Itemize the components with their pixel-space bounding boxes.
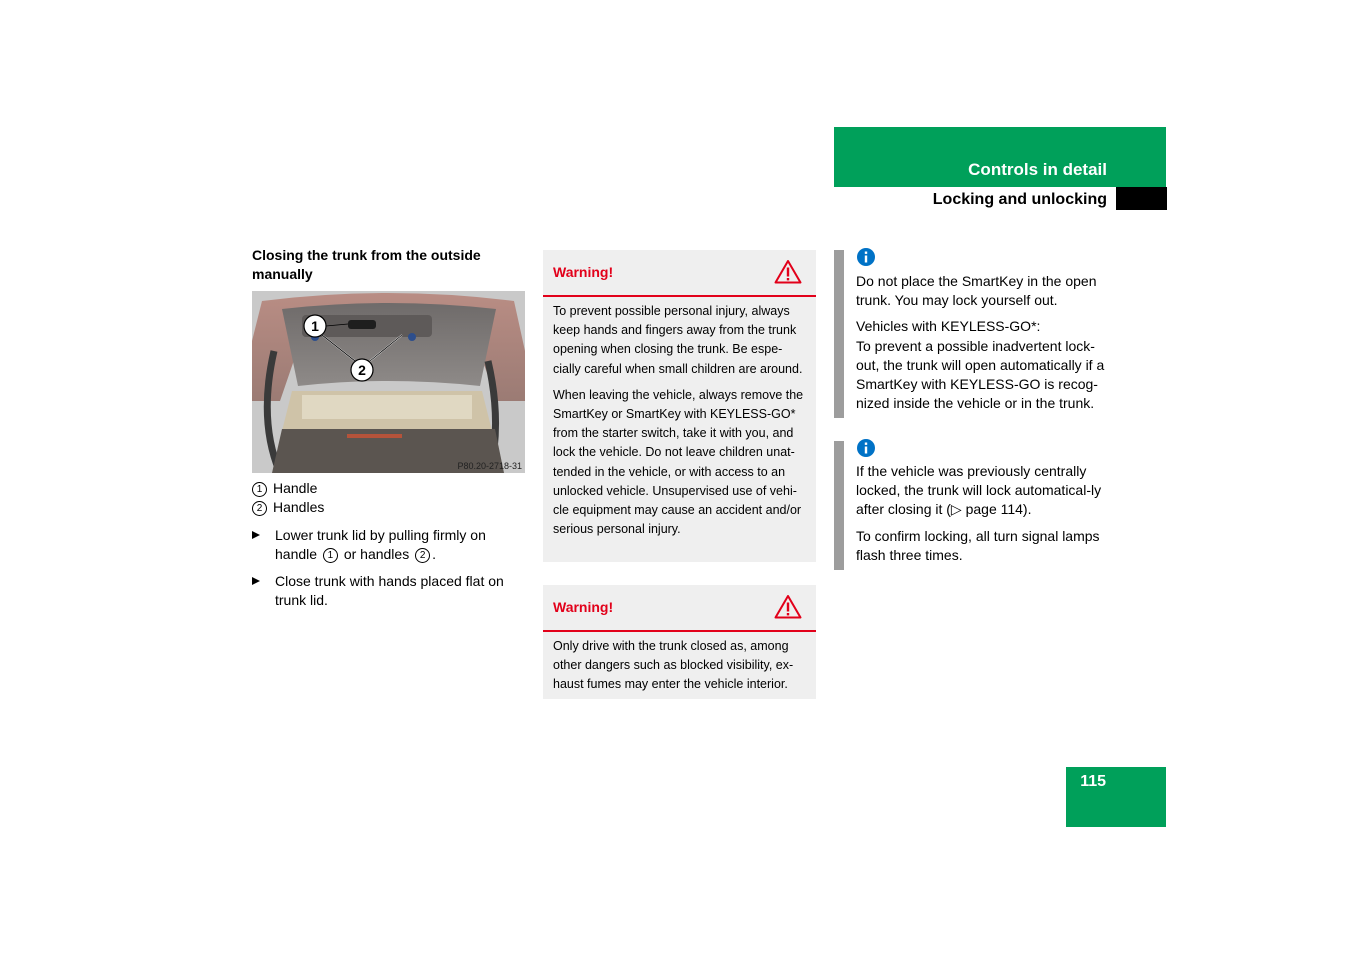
subsection-title: Locking and unlocking	[932, 191, 1107, 208]
warning-box-1	[543, 250, 816, 562]
warning-title: Warning!	[553, 264, 614, 280]
callout-2: 2	[358, 362, 366, 378]
info-text-1: Do not place the SmartKey in the open trunk. You may lock yourself out. Vehicles with KEYLESS-GO*: To prevent a possible inadvertent lock-out, the trunk will open automatically if a SmartKey with KEYLESS-GO is recog-nized inside the vehicle or in the trunk.	[856, 273, 1105, 412]
header-black-tab	[1116, 187, 1167, 210]
trunk-photo-icon	[252, 291, 525, 473]
bullet-triangle-icon	[252, 531, 260, 539]
legend-number: 1	[252, 482, 267, 497]
page-number: 115	[1080, 773, 1106, 790]
warning-triangle-icon	[774, 259, 802, 284]
warning-box-2	[543, 585, 816, 699]
info-text-2: If the vehicle was previously centrally locked, the trunk will lock automatical-ly after closing it (▷ page 114). To confirm locking, all turn signal lamps flash three times.	[856, 463, 1102, 563]
procedure-title: Closing the trunk from the outside manually	[252, 247, 481, 282]
info-bar	[834, 250, 844, 418]
warning-header	[543, 250, 816, 297]
info-icon	[857, 248, 875, 266]
warning-header	[543, 585, 816, 632]
info-icon	[857, 439, 875, 457]
step-2: Close trunk with hands placed flat on trunk lid.	[252, 572, 527, 610]
step-1: Lower trunk lid by pulling firmly on handle 1 or handles 2 .	[252, 526, 527, 564]
legend-item	[252, 498, 324, 517]
legend-label: Handle	[273, 480, 318, 496]
section-title: Controls in detail	[968, 160, 1107, 179]
warning-triangle-icon	[774, 594, 802, 619]
bullet-triangle-icon	[252, 577, 260, 585]
figure-code: P80.20-2718-31	[457, 461, 522, 471]
legend-item	[252, 479, 317, 498]
legend-number: 2	[252, 501, 267, 516]
warning-body: Only drive with the trunk closed as, among other dangers such as blocked visibility, ex-haust fumes may enter the vehicle interior.	[553, 639, 794, 692]
legend-label: Handles	[273, 499, 325, 515]
warning-body: To prevent possible personal injury, always keep hands and fingers away from the trunk opening when closing the trunk. Be espe-cially careful when small children are around. When leaving the vehicle, always remove the SmartKey or SmartKey with KEYLESS-GO* from the starter switch, take it with you, and lock the vehicle. Do not leave children unat-tended in the vehicle, or with access to an unlocked vehicle. Unsupervised use of vehi-cle equipment may cause an accident and/or serious personal injury.	[553, 304, 804, 537]
warning-title: Warning!	[553, 599, 614, 615]
callout-1: 1	[311, 318, 319, 334]
info-bar	[834, 441, 844, 570]
trunk-illustration	[252, 291, 525, 473]
